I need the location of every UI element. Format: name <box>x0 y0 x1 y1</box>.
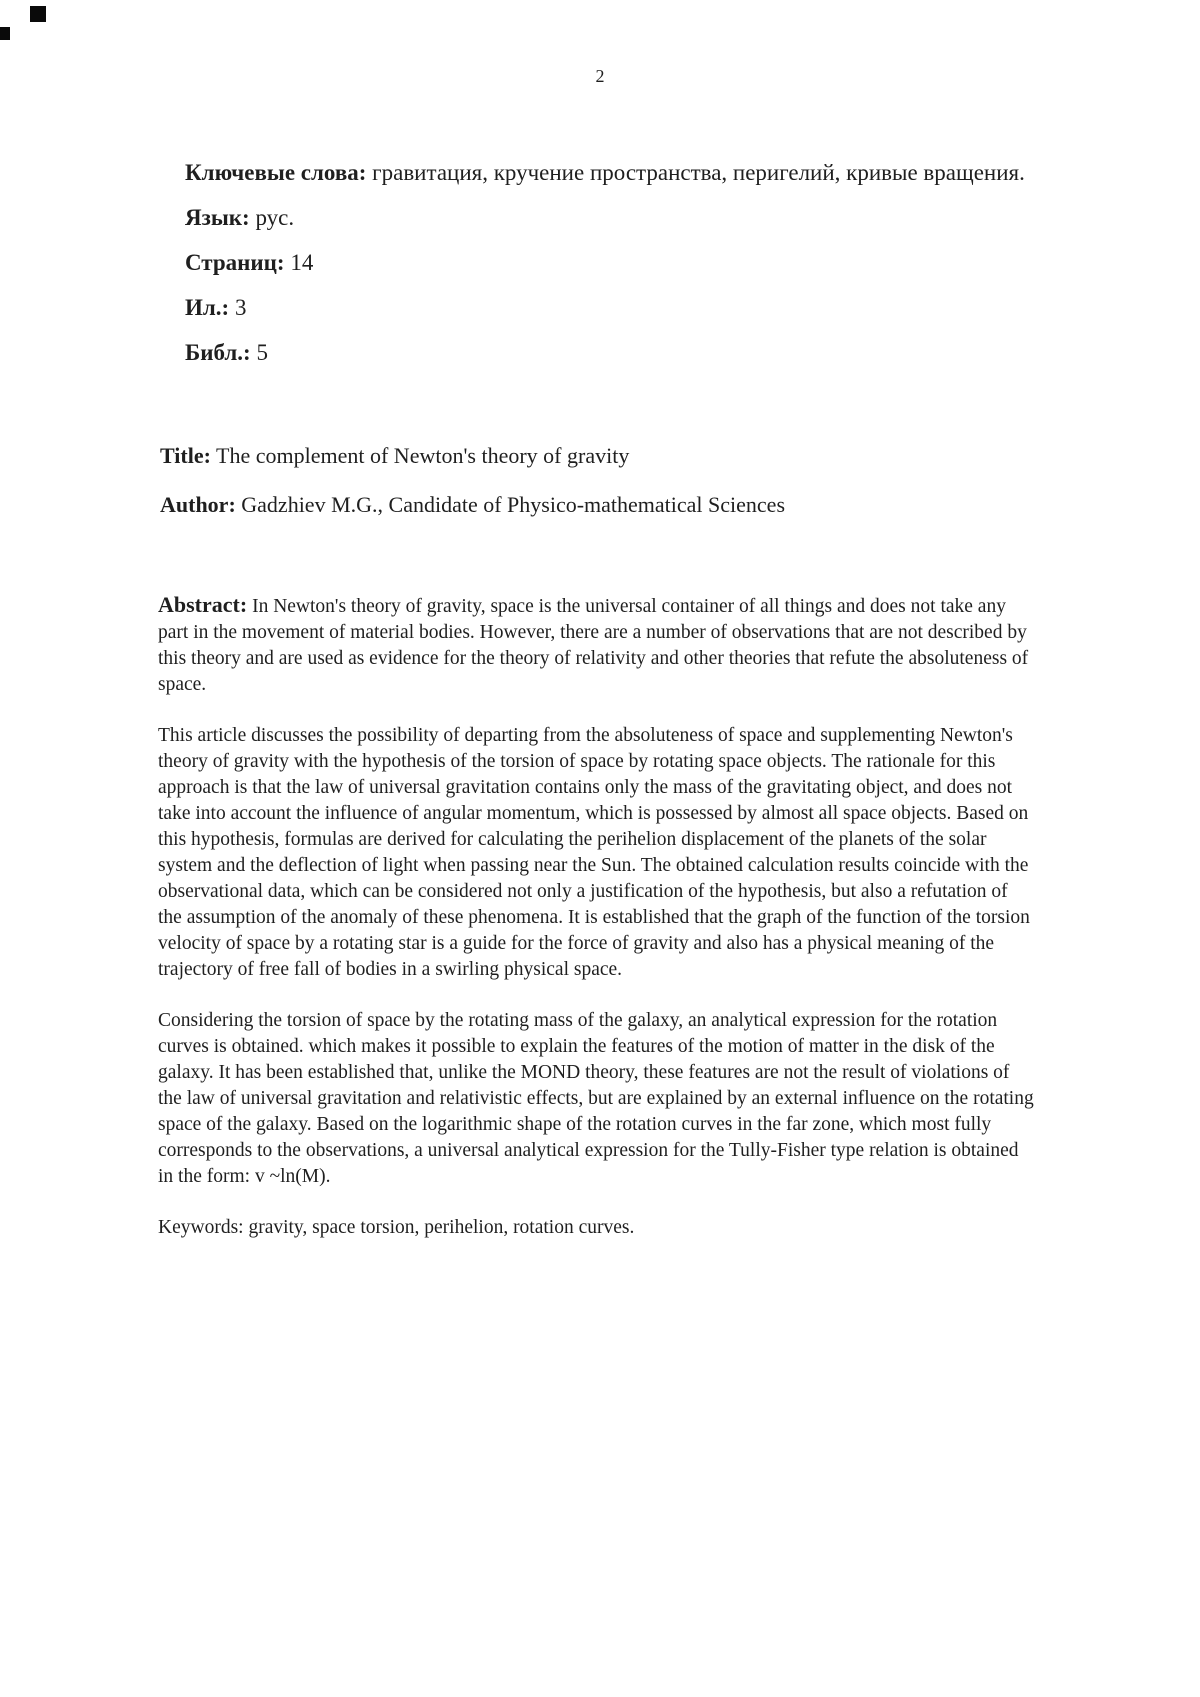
title-author-block <box>160 431 1040 529</box>
page-number: 2 <box>595 66 605 86</box>
bibliography-label: Библ.: <box>185 340 251 365</box>
title-label: Title: <box>160 443 211 468</box>
figures-line <box>185 285 1037 330</box>
keywords-footer: Keywords: gravity, space torsion, perihelion, rotation curves. <box>158 1217 635 1238</box>
figures-value: 3 <box>234 295 247 320</box>
bibliography-value: 5 <box>256 340 268 365</box>
author-text: Gadzhiev M.G., Candidate of Physico-mathematical Sciences <box>241 492 786 517</box>
bibliography-line <box>185 330 1037 375</box>
keywords-label: Ключевые слова: <box>185 160 367 185</box>
language-line <box>185 195 1037 240</box>
pages-value: 14 <box>290 250 314 275</box>
scan-artifact <box>0 27 10 40</box>
abstract-paragraph-1-text: In Newton's theory of gravity, space is the universal container of all things and does not take any part in the movement of material bodies. However, there are a number of observations that are not described by this theory and are used as evidence for the theory of relativity and other theories that refute the absoluteness of space. <box>158 596 1029 695</box>
language-value: рус. <box>255 205 295 230</box>
title-text: The complement of Newton's theory of gravity <box>216 443 630 468</box>
keywords-value: гравитация, кручение пространства, перигелий, кривые вращения. <box>372 160 1025 185</box>
abstract-paragraph-2: This article discusses the possibility of departing from the absoluteness of space and supplementing Newton's theory of gravity with the hypothesis of the torsion of space by rotating space objects. The rationale for this approach is that the law of universal gravitation contains only the mass of the gravitating object, and does not take into account the influence of angular momentum, which is possessed by almost all space objects. Based on this hypothesis, formulas are derived for calculating the perihelion displacement of the planets of the solar system and the deflection of light when passing near the Sun. The obtained calculation results coincide with the observational data, which can be considered not only a justification of the hypothesis, but also a refutation of the assumption of the anomaly of these phenomena. It is established that the graph of the function of the torsion velocity of space by a rotating star is a guide for the force of gravity and also has a physical meaning of the trajectory of free fall of bodies in a swirling physical space. <box>158 725 1030 980</box>
title-line <box>160 431 1040 480</box>
abstract-label: Abstract: <box>158 592 248 617</box>
author-line <box>160 480 1040 529</box>
metadata-block <box>185 150 1037 375</box>
pages-label: Страниц: <box>185 250 285 275</box>
abstract-paragraph-3: Considering the torsion of space by the rotating mass of the galaxy, an analytical expression for the rotation curves is obtained. which makes it possible to explain the features of the motion of matter in the disk of the galaxy. It has been established that, unlike the MOND theory, these features are not the result of violations of the law of universal gravitation and relativistic effects, but are explained by an external influence on the rotating space of the galaxy. Based on the logarithmic shape of the rotation curves in the far zone, which most fully corresponds to the observations, a universal analytical expression for the Tully-Fisher type relation is obtained in the form: v ~ln(M). <box>158 1010 1034 1187</box>
author-label: Author: <box>160 492 236 517</box>
pages-line <box>185 240 1037 285</box>
figures-label: Ил.: <box>185 295 230 320</box>
abstract-block <box>158 592 1036 1266</box>
abstract-paragraph-1 <box>158 592 1036 698</box>
language-label: Язык: <box>185 205 250 230</box>
keywords-line <box>185 150 1037 195</box>
scan-artifact <box>30 6 46 22</box>
